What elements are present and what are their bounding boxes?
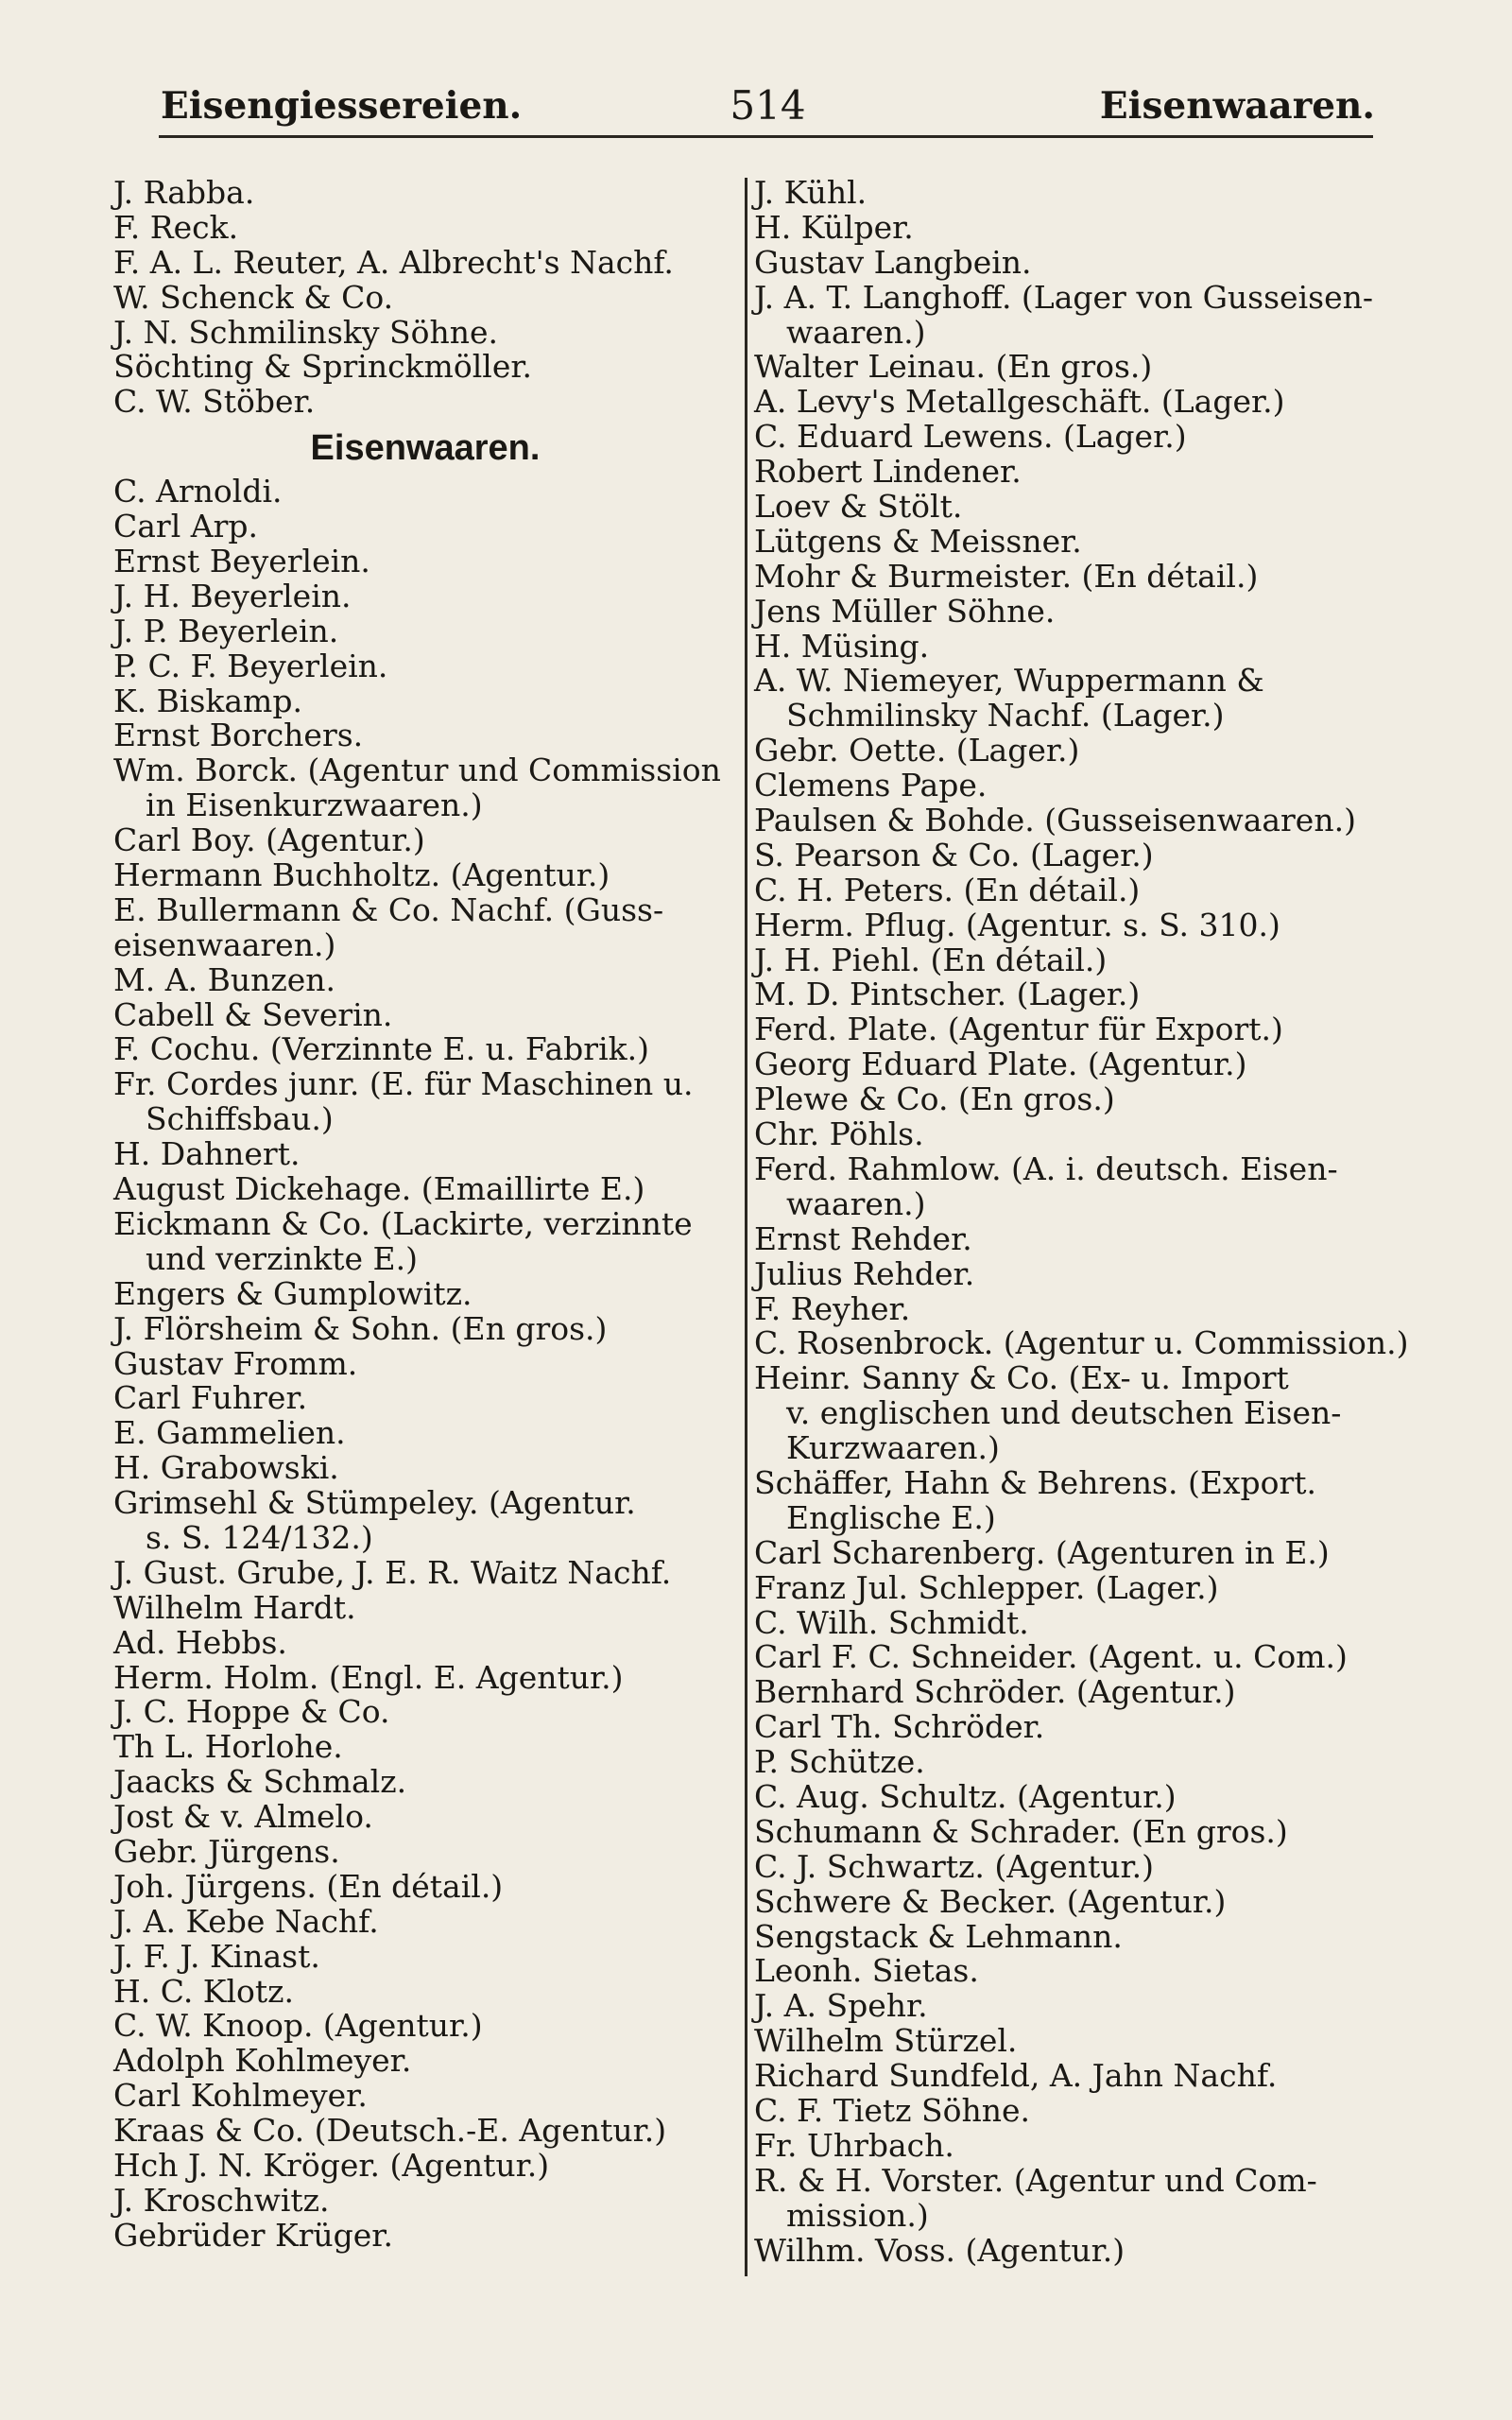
directory-entry: P. Schütze.: [754, 1743, 925, 1781]
directory-entry: Chr. Pöhls.: [754, 1115, 924, 1153]
directory-entry: Hch J. N. Kröger. (Agentur.): [113, 2146, 550, 2184]
directory-entry: H. Müsing.: [754, 627, 930, 665]
directory-entry: Lütgens & Meissner.: [754, 522, 1082, 560]
directory-entry: Hermann Buchholtz. (Agentur.): [113, 856, 610, 894]
directory-entry: Adolph Kohlmeyer.: [113, 2042, 412, 2080]
directory-entry: H. C. Klotz.: [113, 1972, 295, 2010]
directory-entry: Mohr & Burmeister. (En détail.): [754, 557, 1259, 595]
directory-entry: J. C. Hoppe & Co.: [113, 1693, 390, 1731]
directory-entry: Carl Kohlmeyer.: [113, 2077, 368, 2115]
directory-entry: F. Reyher.: [754, 1289, 911, 1327]
directory-entry: Gustav Fromm.: [113, 1344, 358, 1382]
directory-entry: Gebrüder Krüger.: [113, 2216, 393, 2254]
directory-entry: Schwere & Becker. (Agentur.): [754, 1882, 1227, 1920]
right-column: [754, 174, 1409, 2269]
directory-entry: J. H. Piehl. (En détail.): [754, 941, 1108, 978]
directory-entry: Jens Müller Söhne.: [754, 592, 1056, 630]
directory-entry: J. Rabba.: [113, 174, 255, 211]
directory-entry: Carl Arp.: [113, 508, 258, 545]
directory-entry: Leonh. Sietas.: [754, 1952, 979, 1990]
directory-entry: August Dickehage. (Emaillirte E.): [113, 1170, 645, 1208]
directory-entry: waaren.): [786, 313, 926, 351]
directory-entry: Ferd. Plate. (Agentur für Export.): [754, 1011, 1283, 1048]
directory-entry: Ernst Borchers.: [113, 717, 364, 754]
directory-entry: Ferd. Rahmlow. (A. i. deutsch. Eisen-: [754, 1150, 1338, 1187]
directory-entry: Kraas & Co. (Deutsch.-E. Agentur.): [113, 2112, 667, 2150]
directory-entry: Sengstack & Lehmann.: [754, 1917, 1123, 1955]
directory-entry: J. Kühl.: [754, 174, 868, 211]
directory-entry: M. D. Pintscher. (Lager.): [754, 976, 1141, 1013]
directory-entry: J. H. Beyerlein.: [113, 577, 352, 614]
directory-entry: J. A. T. Langhoff. (Lager von Gusseisen-: [754, 278, 1374, 316]
directory-entry: Fr. Cordes junr. (E. für Maschinen u.: [113, 1065, 694, 1103]
directory-entry: R. & H. Vorster. (Agentur und Com-: [754, 2161, 1317, 2199]
directory-entry: in Eisenkurzwaaren.): [146, 786, 483, 824]
directory-entry: J. F. J. Kinast.: [113, 1937, 320, 1975]
directory-entry: M. A. Bunzen.: [113, 960, 335, 998]
directory-entry: Gustav Langbein.: [754, 243, 1032, 281]
directory-entry: Ernst Rehder.: [754, 1219, 972, 1257]
directory-entry: Eickmann & Co. (Lackirte, verzinnte: [113, 1204, 693, 1242]
directory-entry: Grimsehl & Stümpeley. (Agentur.: [113, 1484, 636, 1522]
directory-entry: Wilhelm Hardt.: [113, 1588, 356, 1626]
directory-entry: C. W. Knoop. (Agentur.): [113, 2007, 483, 2045]
directory-entry: Wm. Borck. (Agentur und Commission: [113, 752, 721, 789]
directory-entry: Wilhelm Stürzel.: [754, 2022, 1018, 2060]
directory-entry: C. Eduard Lewens. (Lager.): [754, 418, 1187, 456]
directory-entry: E. Bullermann & Co. Nachf. (Guss-: [113, 890, 664, 928]
directory-entry: Carl F. C. Schneider. (Agent. u. Com.): [754, 1638, 1348, 1676]
directory-entry: Joh. Jürgens. (En détail.): [113, 1867, 504, 1905]
directory-entry: F. Reck.: [113, 208, 239, 246]
directory-entry: Paulsen & Bohde. (Gusseisenwaaren.): [754, 802, 1356, 839]
directory-entry: H. Külper.: [754, 208, 914, 246]
directory-entry: C. F. Tietz Söhne.: [754, 2091, 1031, 2129]
directory-entry: Th L. Horlohe.: [113, 1728, 343, 1766]
directory-entry: Cabell & Severin.: [113, 995, 393, 1033]
directory-entry: J. Gust. Grube, J. E. R. Waitz Nachf.: [113, 1553, 672, 1591]
page-header: [161, 78, 1375, 134]
header-left-title: Eisengiessereien.: [161, 84, 523, 128]
directory-entry: Carl Boy. (Agentur.): [113, 821, 425, 859]
directory-entry: J. A. Kebe Nachf.: [113, 1902, 379, 1940]
directory-entry: eisenwaaren.): [113, 925, 336, 963]
directory-entry: Engers & Gumplowitz.: [113, 1274, 472, 1312]
directory-entry: Herm. Holm. (Engl. E. Agentur.): [113, 1658, 624, 1696]
page-number: 514: [730, 82, 806, 129]
directory-entry: J. N. Schmilinsky Söhne.: [113, 313, 499, 351]
directory-entry: waaren.): [786, 1184, 926, 1222]
directory-entry: J. Kroschwitz.: [113, 2181, 330, 2219]
directory-entry: Julius Rehder.: [754, 1254, 975, 1292]
directory-entry: Englische E.): [786, 1498, 996, 1536]
directory-entry: Schumann & Schrader. (En gros.): [754, 1812, 1288, 1850]
directory-entry: mission.): [786, 2196, 929, 2234]
directory-entry: H. Grabowski.: [113, 1449, 339, 1487]
directory-entry: Loev & Stölt.: [754, 488, 963, 526]
directory-entry: Gebr. Jürgens.: [113, 1832, 340, 1870]
directory-entry: Wilhm. Voss. (Agentur.): [754, 2231, 1125, 2269]
directory-entry: Jaacks & Schmalz.: [113, 1763, 407, 1801]
directory-entry: C. J. Schwartz. (Agentur.): [754, 1847, 1155, 1885]
directory-entry: Robert Lindener.: [754, 453, 1022, 491]
directory-entry: und verzinkte E.): [146, 1239, 418, 1277]
section-heading: Eisenwaaren.: [310, 428, 541, 469]
directory-entry: v. englischen und deutschen Eisen-: [786, 1394, 1342, 1432]
directory-entry: W. Schenck & Co.: [113, 278, 394, 316]
directory-entry: Schiffsbau.): [146, 1100, 334, 1138]
directory-entry: Franz Jul. Schlepper. (Lager.): [754, 1568, 1219, 1606]
directory-entry: Jost & v. Almelo.: [113, 1798, 373, 1836]
header-right-title: Eisenwaaren.: [1099, 84, 1375, 128]
directory-entry: Carl Th. Schröder.: [754, 1708, 1045, 1746]
directory-entry: J. A. Spehr.: [754, 1987, 928, 2025]
directory-entry: Heinr. Sanny & Co. (Ex- u. Import: [754, 1359, 1289, 1397]
directory-entry: C. Wilh. Schmidt.: [754, 1603, 1029, 1641]
directory-entry: Bernhard Schröder. (Agentur.): [754, 1673, 1236, 1711]
directory-entry: Fr. Uhrbach.: [754, 2126, 954, 2164]
directory-entry: Gebr. Oette. (Lager.): [754, 732, 1080, 769]
directory-entry: A. Levy's Metallgeschäft. (Lager.): [754, 383, 1285, 421]
directory-entry: Richard Sundfeld, A. Jahn Nachf.: [754, 2057, 1278, 2095]
directory-entry: E. Gammelien.: [113, 1414, 346, 1452]
left-column: [113, 176, 737, 2254]
directory-entry: Herm. Pflug. (Agentur. s. S. 310.): [754, 906, 1280, 943]
directory-entry: J. P. Beyerlein.: [113, 612, 339, 649]
directory-entry: F. Cochu. (Verzinnte E. u. Fabrik.): [113, 1030, 649, 1068]
directory-entry: Kurzwaaren.): [786, 1429, 1000, 1467]
directory-entry: Söchting & Sprinckmöller.: [113, 348, 532, 386]
column-divider: [745, 178, 747, 2276]
directory-entry: Ernst Beyerlein.: [113, 543, 370, 580]
directory-entry: s. S. 124/132.): [146, 1518, 373, 1556]
directory-entry: Ad. Hebbs.: [113, 1623, 287, 1661]
header-rule: [159, 135, 1373, 138]
directory-entry: A. W. Niemeyer, Wuppermann &: [754, 662, 1264, 700]
directory-entry: C. Arnoldi.: [113, 473, 283, 510]
directory-entry: K. Biskamp.: [113, 682, 302, 719]
directory-entry: Carl Fuhrer.: [113, 1379, 308, 1417]
directory-entry: Walter Leinau. (En gros.): [754, 348, 1153, 386]
directory-entry: Clemens Pape.: [754, 767, 988, 804]
directory-entry: J. Flörsheim & Sohn. (En gros.): [113, 1309, 608, 1347]
directory-entry: Schäffer, Hahn & Behrens. (Export.: [754, 1463, 1317, 1501]
directory-entry: Plewe & Co. (En gros.): [754, 1080, 1115, 1118]
directory-entry: H. Dahnert.: [113, 1135, 301, 1173]
directory-entry: Schmilinsky Nachf. (Lager.): [786, 697, 1225, 735]
directory-entry: P. C. F. Beyerlein.: [113, 647, 388, 684]
directory-entry: C. Rosenbrock. (Agentur u. Commission.): [754, 1324, 1409, 1362]
directory-entry: C. Aug. Schultz. (Agentur.): [754, 1777, 1177, 1815]
directory-entry: C. W. Stöber.: [113, 383, 316, 421]
directory-entry: F. A. L. Reuter, A. Albrecht's Nachf.: [113, 243, 674, 281]
directory-entry: Carl Scharenberg. (Agenturen in E.): [754, 1533, 1330, 1571]
directory-entry: C. H. Peters. (En détail.): [754, 871, 1141, 908]
directory-entry: S. Pearson & Co. (Lager.): [754, 836, 1154, 873]
directory-entry: Georg Eduard Plate. (Agentur.): [754, 1046, 1247, 1083]
